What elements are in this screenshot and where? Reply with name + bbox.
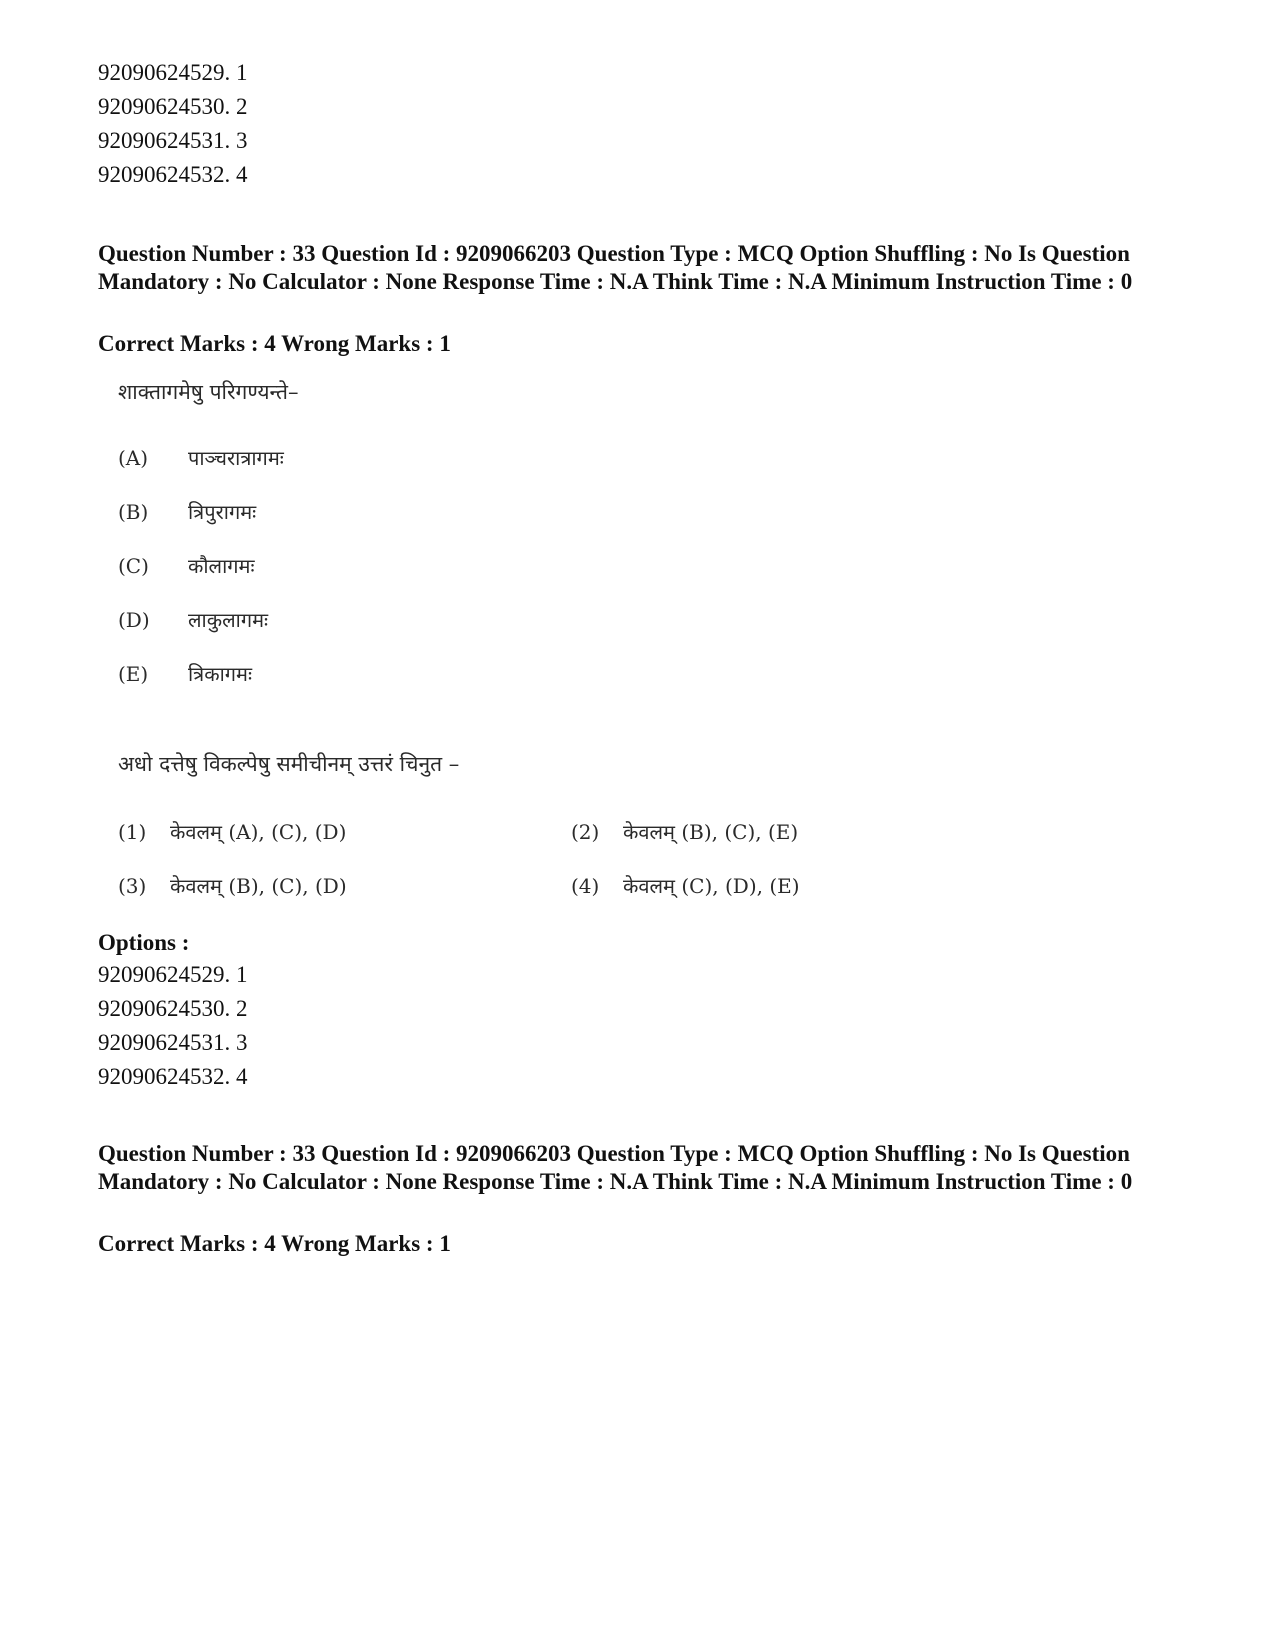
stem-item-label: (D) [118, 608, 150, 632]
answer-text: केवलम् (B), (C), (D) [170, 874, 347, 898]
question-marks-2: Correct Marks : 4 Wrong Marks : 1 [98, 1231, 451, 1256]
stem-item-text: कौलागमः [188, 554, 255, 578]
stem-item-d [118, 606, 268, 633]
question-marks: Correct Marks : 4 Wrong Marks : 1 [98, 331, 451, 356]
answer-text: केवलम् (A), (C), (D) [170, 820, 347, 844]
answer-label: (1) [118, 820, 147, 844]
question-scan-image [98, 372, 858, 912]
top-option-4: 92090624532. 4 [98, 162, 248, 187]
option-3: 92090624531. 3 [98, 1030, 248, 1055]
option-4: 92090624532. 4 [98, 1064, 248, 1089]
top-option-1: 92090624529. 1 [98, 60, 248, 85]
top-option-2: 92090624530. 2 [98, 94, 248, 119]
stem-item-label: (A) [118, 446, 149, 470]
option-1: 92090624529. 1 [98, 962, 248, 987]
question-meta: Question Number : 33 Question Id : 9209066203 Question Type : MCQ Option Shuffling : No Is Question Mandatory : No Calculator : None Response Time : N.A Think Time : N.A Minimum Instruction Time : 0 [98, 241, 1133, 294]
stem-item-text: लाकुलागमः [188, 608, 269, 632]
answer-choice-4 [571, 872, 800, 899]
stem-item-c [118, 552, 255, 579]
stem-item-e [118, 660, 252, 687]
top-option-3: 92090624531. 3 [98, 128, 248, 153]
stem-item-text: पाञ्चरात्रागमः [188, 446, 284, 470]
answer-text: केवलम् (C), (D), (E) [623, 874, 800, 898]
stem-item-a [118, 444, 284, 471]
stem-item-label: (C) [118, 554, 149, 578]
stem-item-label: (E) [118, 662, 149, 686]
options-heading: Options : [98, 930, 190, 955]
answer-choice-1 [118, 818, 346, 845]
answer-text: केवलम् (B), (C), (E) [623, 820, 799, 844]
answer-choice-3 [118, 872, 347, 899]
answer-choice-2 [571, 818, 798, 845]
answer-label: (2) [571, 820, 600, 844]
question-meta-2: Question Number : 33 Question Id : 9209066203 Question Type : MCQ Option Shuffling : No Is Question Mandatory : No Calculator : None Response Time : N.A Think Time : N.A Minimum Instruction Time : 0 [98, 1141, 1133, 1194]
stem-item-text: त्रिकागमः [188, 662, 253, 686]
question-instruction: अधो दत्तेषु विकल्पेषु समीचीनम् उत्तरं चिनुत – [118, 752, 460, 776]
stem-item-text: त्रिपुरागमः [188, 500, 257, 524]
answer-label: (4) [571, 874, 600, 898]
stem-item-b [118, 498, 256, 525]
stem-item-label: (B) [118, 500, 149, 524]
question-stem: शाक्तागमेषु परिगण्यन्ते– [118, 380, 299, 404]
answer-label: (3) [118, 874, 147, 898]
option-2: 92090624530. 2 [98, 996, 248, 1021]
